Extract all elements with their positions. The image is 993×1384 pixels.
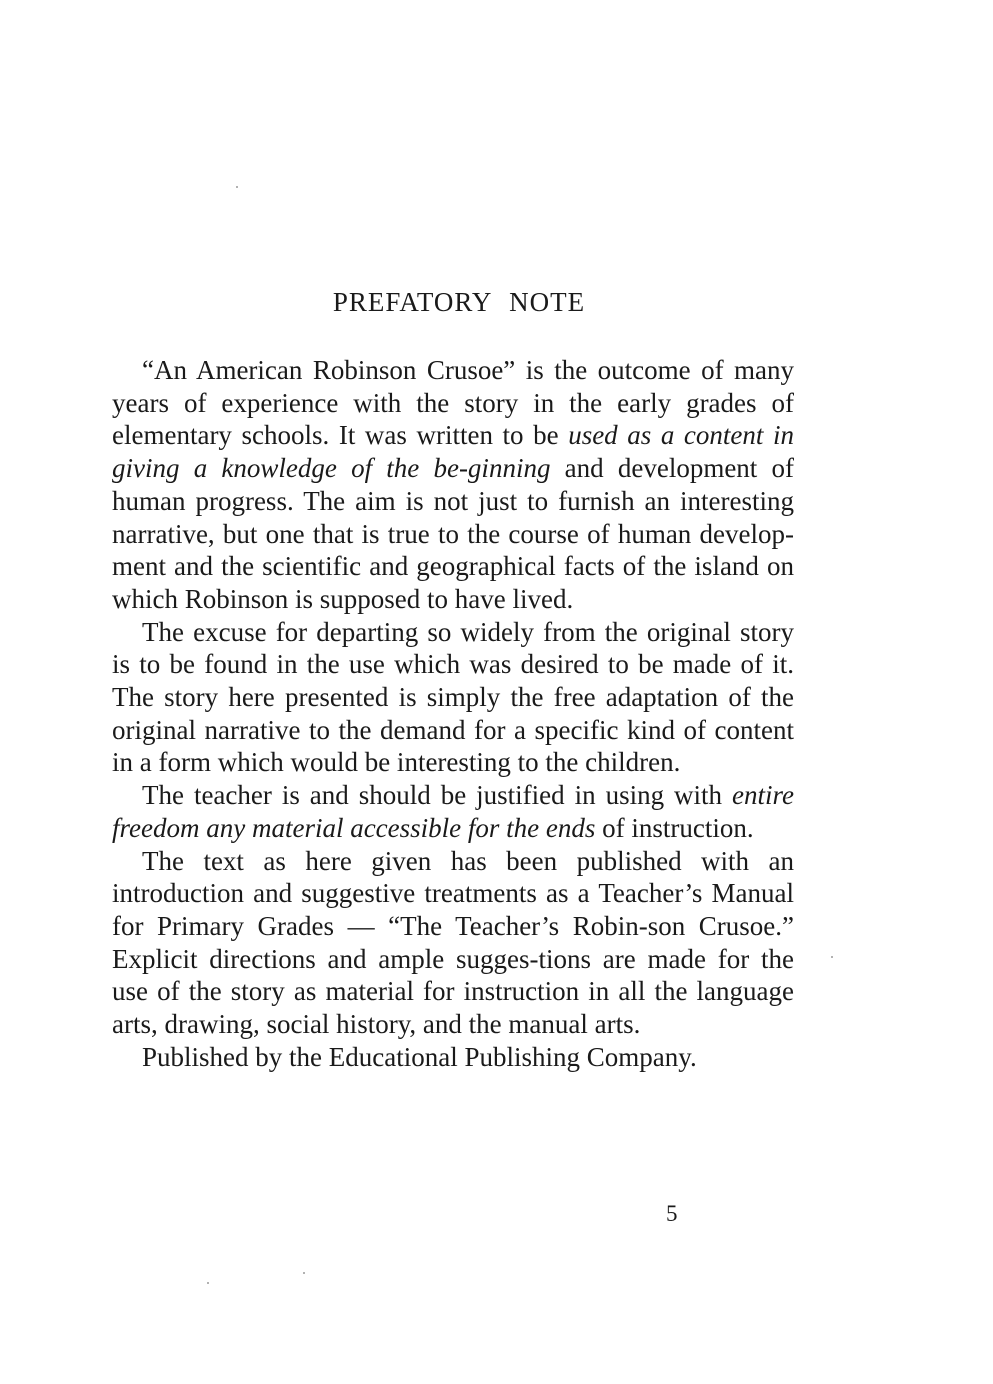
paragraph-1-part-2: used as a content in giving a knowledge of the be-ginning [112, 420, 794, 484]
paragraph-3-part-1: The teacher is and should be justified in using with [142, 780, 733, 811]
paragraph-2 [112, 616, 794, 780]
paragraph-4 [112, 845, 794, 1041]
paragraph-4-part-1: The text as here given has been published with an introduction and suggestive treatments as a Teacher’s Manual for Primary Grades — “The Teacher’s Robin-son Crusoe.” Explicit directions and ample sugges-tions are made for the use of the story as material for instruction in all the language arts, drawing, social history, and the manual arts. [112, 845, 794, 1040]
page-number: 5 [666, 1201, 678, 1226]
paragraph-3-part-2: entire freedom any material accessible for the ends [112, 780, 794, 843]
paper-speck [303, 1272, 305, 1274]
paragraph-3 [112, 779, 794, 844]
paragraph-1-part-3: and development of human progress. The aim is not just to furnish an interesting narrative, but one that is true to the course of human develop-ment and the scientific and geographical facts of the island on which Robinson is supposed to have lived. [112, 453, 794, 614]
paper-speck [236, 186, 238, 188]
page-title: PREFATORY NOTE [332, 287, 586, 317]
paragraph-1 [112, 354, 794, 616]
paragraph-5 [112, 1041, 794, 1074]
prefatory-note-body [112, 354, 794, 1073]
paper-speck [831, 956, 833, 958]
paragraph-1-part-1: “An American Robinson Crusoe” is the outcome of many years of experience with the story in the early grades of elementary schools. It was written to be [112, 355, 794, 451]
paragraph-2-part-1: The excuse for departing so widely from the original story is to be found in the use which was desired to be made of it. The story here presented is simply the free adaptation of the original narrative to the demand for a specific kind of content in a form which would be interesting to the children. [112, 616, 794, 778]
paragraph-3-part-3: of instruction. [595, 812, 754, 843]
paper-speck [207, 1282, 209, 1284]
paragraph-5-part-1: Published by the Educational Publishing Company. [142, 1041, 697, 1072]
